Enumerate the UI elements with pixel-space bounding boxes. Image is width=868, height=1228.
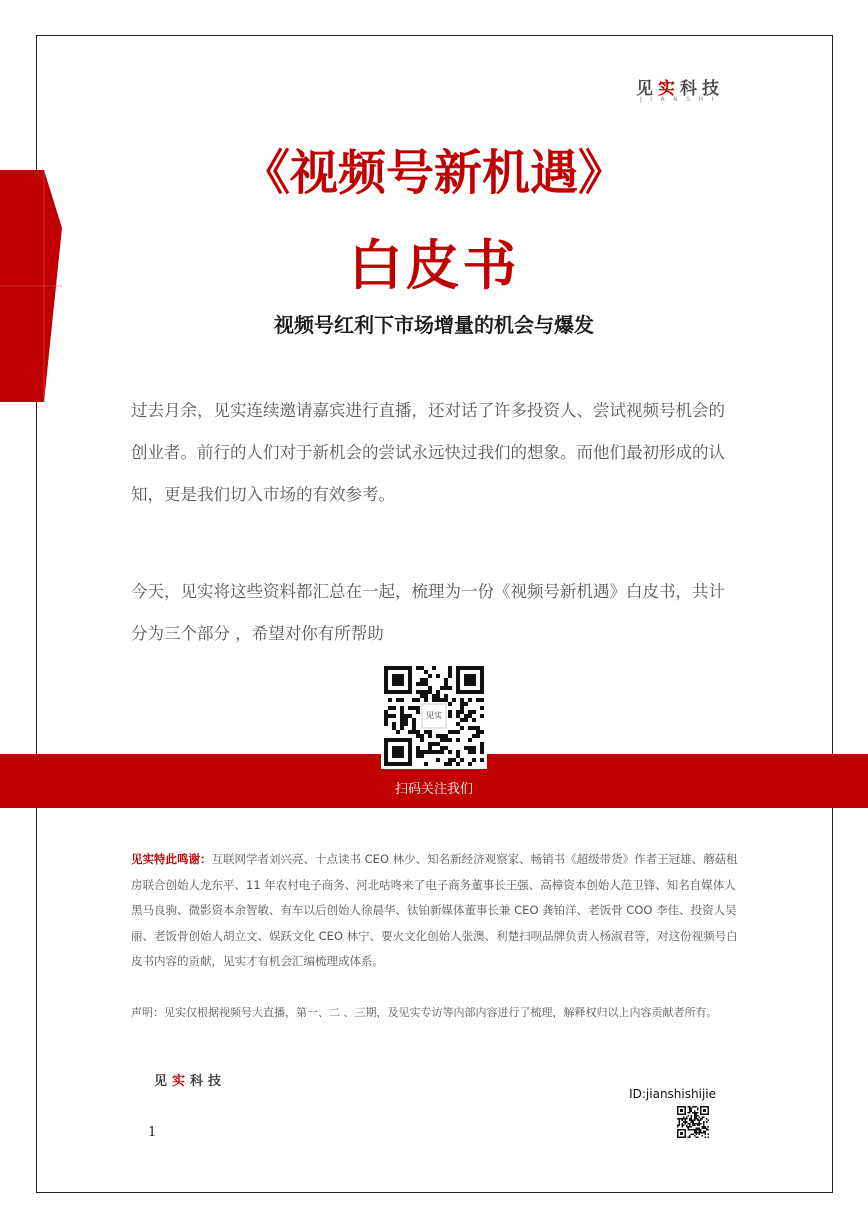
page-title: 《视频号新机遇》 [241,145,626,201]
page-title-line2: 白皮书 [348,234,520,297]
acknowledgement-lead: 见实特此鸣谢： [131,852,212,866]
brand-logo-bottom: 见实科技 [154,1074,227,1089]
acknowledgement-paragraph [131,847,741,975]
qr-center-logo: 见实 [426,711,442,720]
intro-paragraph-2: 今天，见实将这些资料都汇总在一起，梳理为一份《视频号新机遇》白皮书，共计分为三个部分 ，希望对你有所帮助 [131,582,725,643]
qr-code-small [677,1106,709,1138]
page-subtitle: 视频号红利下市场增量的机会与爆发 [274,313,594,337]
disclaimer-notice: 声明：见实仅根据视频号大直播，第一、二 、三期，及见实专访等内部内容进行了梳理，解释权归以上内容贡献者所有。 [131,1006,718,1019]
intro-paragraph-1: 过去月余，见实连续邀请嘉宾进行直播，还对话了许多投资人、尝试视频号机会的创业者。前行的人们对于新机会的尝试永远快过我们的想象。而他们最初形成的认知，更是我们切入市场的有效参考。 [131,401,725,504]
page-number: 1 [148,1125,157,1140]
wechat-id: ID:jianshishijie [629,1087,716,1101]
qr-code [381,663,487,769]
scan-follow-label: 扫码关注我们 [394,782,473,797]
brand-logo-top: 见实科技 [636,79,724,99]
acknowledgement-text: 互联网学者刘兴亮、十点读书 CEO 林少、知名新经济观察家、畅销书《超级带货》作者王冠雄、蘑菇租房联合创始人龙东平、11 年农村电子商务、河北咕咚来了电子商务董事长王强、高樟资本创始人范卫锋、知名自媒体人黑马良驹、微影资本余智敏、有车以后创始人徐晨华、钛铂新媒体董事长兼 CEO 龚铂洋、老饭骨 COO 李佳、投资人吴丽、老饭骨创始人胡立文、娱跃文化 CEO 林宁、要火文化创始人张澳、利楚扫呗品牌负责人杨淑君等，对这份视频号白皮书内容的贡献，见实才有机会汇编梳理成体系。 [131,852,738,968]
brand-logo-pinyin: JIANSHI [640,96,722,103]
